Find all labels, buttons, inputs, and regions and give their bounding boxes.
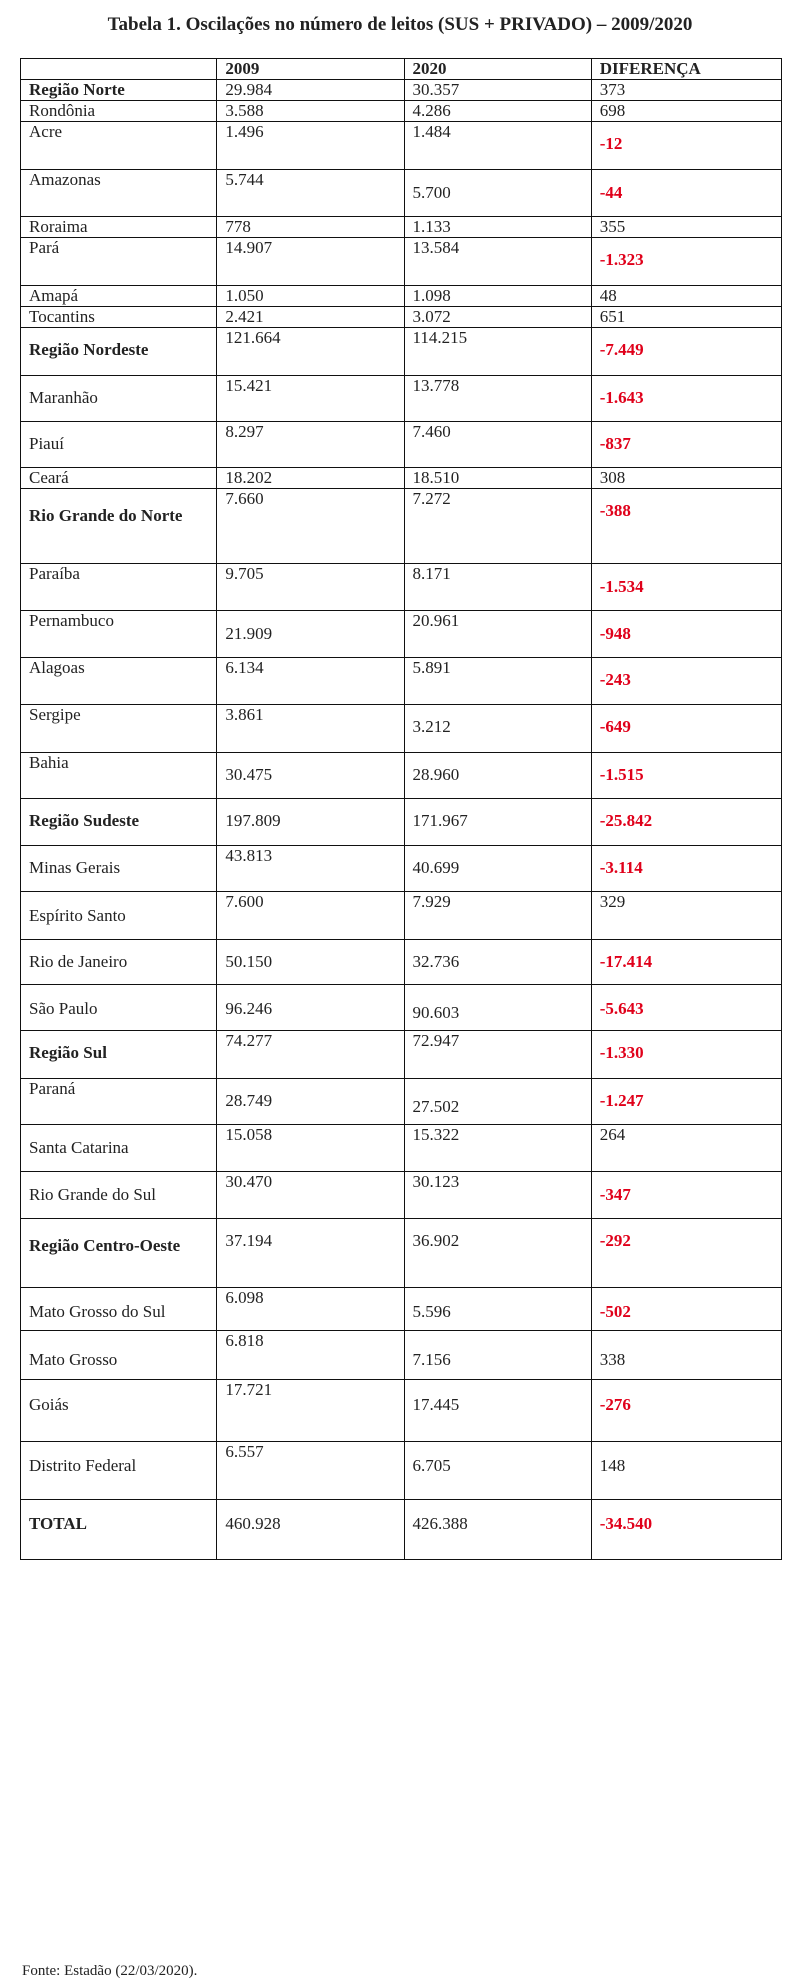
- cell-diferenca: -1.515: [591, 753, 781, 799]
- cell-2020: 13.778: [404, 376, 591, 422]
- cell-2009: 17.721: [217, 1380, 404, 1442]
- cell-diferenca: 338: [591, 1331, 781, 1380]
- cell-2009: 29.984: [217, 80, 404, 101]
- cell-2020: 17.445: [404, 1380, 591, 1442]
- row-label: Maranhão: [21, 376, 217, 422]
- cell-diferenca: -1.247: [591, 1079, 781, 1125]
- table-row: [21, 753, 782, 799]
- table-row: [21, 122, 782, 170]
- cell-2009: 1.050: [217, 286, 404, 307]
- cell-2020: 40.699: [404, 846, 591, 892]
- row-label: Rio Grande do Sul: [21, 1172, 217, 1219]
- cell-diferenca: 329: [591, 892, 781, 940]
- cell-2009: 28.749: [217, 1079, 404, 1125]
- cell-2020: 28.960: [404, 753, 591, 799]
- header-2020: 2020: [404, 59, 591, 80]
- row-label: Amazonas: [21, 170, 217, 217]
- row-label: Região Sul: [21, 1031, 217, 1079]
- cell-2020: 30.123: [404, 1172, 591, 1219]
- table-row: [21, 1288, 782, 1331]
- table-row: [21, 892, 782, 940]
- row-label: Rondônia: [21, 101, 217, 122]
- cell-diferenca: -25.842: [591, 799, 781, 846]
- row-label: Bahia: [21, 753, 217, 799]
- table-title: Tabela 1. Oscilações no número de leitos (SUS + PRIVADO) – 2009/2020: [107, 14, 693, 35]
- cell-2020: 7.156: [404, 1331, 591, 1380]
- cell-2020: 426.388: [404, 1500, 591, 1560]
- cell-2009: 2.421: [217, 307, 404, 328]
- cell-diferenca: -1.643: [591, 376, 781, 422]
- cell-2009: 37.194: [217, 1219, 404, 1288]
- table-row: [21, 658, 782, 705]
- cell-2020: 15.322: [404, 1125, 591, 1172]
- cell-2009: 8.297: [217, 422, 404, 468]
- table-row: [21, 1442, 782, 1500]
- cell-diferenca: 264: [591, 1125, 781, 1172]
- header-blank: [21, 59, 217, 80]
- table-row: [21, 611, 782, 658]
- table-row: [21, 468, 782, 489]
- cell-2009: 43.813: [217, 846, 404, 892]
- cell-diferenca: -347: [591, 1172, 781, 1219]
- beds-table: [20, 58, 782, 1560]
- cell-2009: 74.277: [217, 1031, 404, 1079]
- cell-2009: 9.705: [217, 564, 404, 611]
- cell-2020: 8.171: [404, 564, 591, 611]
- cell-2009: 3.588: [217, 101, 404, 122]
- cell-2020: 30.357: [404, 80, 591, 101]
- cell-diferenca: -12: [591, 122, 781, 170]
- cell-2020: 90.603: [404, 985, 591, 1031]
- cell-diferenca: -7.449: [591, 328, 781, 376]
- table-row: [21, 564, 782, 611]
- table-row: [21, 328, 782, 376]
- cell-2020: 6.705: [404, 1442, 591, 1500]
- cell-diferenca: -17.414: [591, 940, 781, 985]
- table-header-row: [21, 59, 782, 80]
- cell-2009: 30.475: [217, 753, 404, 799]
- row-label: Acre: [21, 122, 217, 170]
- cell-2020: 5.891: [404, 658, 591, 705]
- cell-2020: 1.098: [404, 286, 591, 307]
- table-row: [21, 217, 782, 238]
- cell-2020: 4.286: [404, 101, 591, 122]
- row-label: Região Nordeste: [21, 328, 217, 376]
- cell-2009: 6.098: [217, 1288, 404, 1331]
- cell-2020: 1.133: [404, 217, 591, 238]
- cell-2009: 14.907: [217, 238, 404, 286]
- table-row: [21, 1031, 782, 1079]
- row-label: Pernambuco: [21, 611, 217, 658]
- cell-2009: 7.660: [217, 489, 404, 564]
- cell-diferenca: -34.540: [591, 1500, 781, 1560]
- table-row: [21, 422, 782, 468]
- cell-2020: 27.502: [404, 1079, 591, 1125]
- cell-2020: 5.700: [404, 170, 591, 217]
- cell-2020: 171.967: [404, 799, 591, 846]
- cell-2020: 3.072: [404, 307, 591, 328]
- row-label: Santa Catarina: [21, 1125, 217, 1172]
- row-label: Região Centro-Oeste: [21, 1219, 217, 1288]
- cell-2009: 15.421: [217, 376, 404, 422]
- row-label: Rio de Janeiro: [21, 940, 217, 985]
- cell-diferenca: 698: [591, 101, 781, 122]
- table-row: [21, 286, 782, 307]
- cell-diferenca: -5.643: [591, 985, 781, 1031]
- cell-diferenca: -3.114: [591, 846, 781, 892]
- row-label: Mato Grosso do Sul: [21, 1288, 217, 1331]
- table-row: [21, 1079, 782, 1125]
- row-label: Sergipe: [21, 705, 217, 753]
- cell-2009: 1.496: [217, 122, 404, 170]
- cell-2020: 72.947: [404, 1031, 591, 1079]
- cell-2009: 121.664: [217, 328, 404, 376]
- table-row: [21, 80, 782, 101]
- cell-2009: 778: [217, 217, 404, 238]
- cell-diferenca: 308: [591, 468, 781, 489]
- cell-2020: 7.460: [404, 422, 591, 468]
- cell-2020: 18.510: [404, 468, 591, 489]
- table-row: [21, 307, 782, 328]
- table-row: [21, 170, 782, 217]
- cell-diferenca: -44: [591, 170, 781, 217]
- table-row: [21, 1331, 782, 1380]
- table-row: [21, 846, 782, 892]
- row-label: TOTAL: [21, 1500, 217, 1560]
- row-label: Paraná: [21, 1079, 217, 1125]
- cell-2020: 20.961: [404, 611, 591, 658]
- header-2009: 2009: [217, 59, 404, 80]
- row-label: Rio Grande do Norte: [21, 489, 217, 564]
- cell-diferenca: -948: [591, 611, 781, 658]
- header-diferenca: DIFERENÇA: [591, 59, 781, 80]
- cell-2020: 3.212: [404, 705, 591, 753]
- cell-2009: 6.818: [217, 1331, 404, 1380]
- cell-diferenca: -388: [591, 489, 781, 564]
- cell-2009: 15.058: [217, 1125, 404, 1172]
- cell-diferenca: -292: [591, 1219, 781, 1288]
- table-row: [21, 985, 782, 1031]
- row-label: São Paulo: [21, 985, 217, 1031]
- cell-diferenca: -649: [591, 705, 781, 753]
- row-label: Goiás: [21, 1380, 217, 1442]
- table-row: [21, 376, 782, 422]
- cell-diferenca: -276: [591, 1380, 781, 1442]
- cell-diferenca: -837: [591, 422, 781, 468]
- cell-diferenca: -502: [591, 1288, 781, 1331]
- table-row: [21, 1380, 782, 1442]
- row-label: Tocantins: [21, 307, 217, 328]
- table-row: [21, 1125, 782, 1172]
- row-label: Roraima: [21, 217, 217, 238]
- cell-2009: 50.150: [217, 940, 404, 985]
- table-row: [21, 238, 782, 286]
- cell-diferenca: 48: [591, 286, 781, 307]
- cell-2020: 36.902: [404, 1219, 591, 1288]
- cell-2009: 7.600: [217, 892, 404, 940]
- cell-2009: 18.202: [217, 468, 404, 489]
- table-row: [21, 705, 782, 753]
- row-label: Pará: [21, 238, 217, 286]
- cell-2009: 6.557: [217, 1442, 404, 1500]
- row-label: Mato Grosso: [21, 1331, 217, 1380]
- row-label: Distrito Federal: [21, 1442, 217, 1500]
- table-row: [21, 101, 782, 122]
- cell-2020: 13.584: [404, 238, 591, 286]
- cell-2009: 21.909: [217, 611, 404, 658]
- cell-2009: 460.928: [217, 1500, 404, 1560]
- cell-2020: 1.484: [404, 122, 591, 170]
- cell-2009: 5.744: [217, 170, 404, 217]
- cell-diferenca: 355: [591, 217, 781, 238]
- cell-2020: 114.215: [404, 328, 591, 376]
- cell-diferenca: -1.534: [591, 564, 781, 611]
- cell-2009: 96.246: [217, 985, 404, 1031]
- row-label: Minas Gerais: [21, 846, 217, 892]
- cell-2020: 7.929: [404, 892, 591, 940]
- table-row: [21, 1219, 782, 1288]
- cell-2020: 7.272: [404, 489, 591, 564]
- table-row: [21, 799, 782, 846]
- row-label: Piauí: [21, 422, 217, 468]
- source-note: Fonte: Estadão (22/03/2020).: [22, 1963, 198, 1979]
- cell-diferenca: 373: [591, 80, 781, 101]
- cell-2020: 32.736: [404, 940, 591, 985]
- row-label: Espírito Santo: [21, 892, 217, 940]
- table-row: [21, 940, 782, 985]
- cell-diferenca: -1.330: [591, 1031, 781, 1079]
- cell-2009: 6.134: [217, 658, 404, 705]
- table-row: [21, 1172, 782, 1219]
- cell-diferenca: 148: [591, 1442, 781, 1500]
- table-row: [21, 489, 782, 564]
- cell-diferenca: 651: [591, 307, 781, 328]
- cell-2009: 197.809: [217, 799, 404, 846]
- table-row: [21, 1500, 782, 1560]
- cell-2009: 30.470: [217, 1172, 404, 1219]
- row-label: Alagoas: [21, 658, 217, 705]
- cell-diferenca: -1.323: [591, 238, 781, 286]
- row-label: Amapá: [21, 286, 217, 307]
- cell-diferenca: -243: [591, 658, 781, 705]
- row-label: Região Sudeste: [21, 799, 217, 846]
- cell-2009: 3.861: [217, 705, 404, 753]
- row-label: Região Norte: [21, 80, 217, 101]
- cell-2020: 5.596: [404, 1288, 591, 1331]
- row-label: Ceará: [21, 468, 217, 489]
- row-label: Paraíba: [21, 564, 217, 611]
